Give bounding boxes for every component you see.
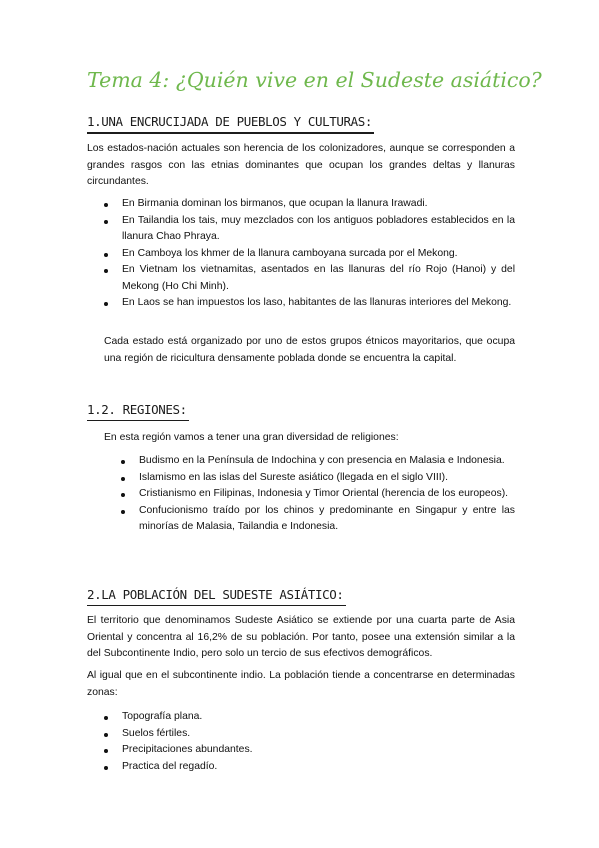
bullet-icon bbox=[104, 302, 108, 306]
section3-paragraph-1: El territorio que denominamos Sudeste Asiático se extiende por una cuarta parte de Asia Oriental y concentra al 16,2% de su población. Por tanto, posee una extensión similar a la del Subcontinente Indio, pero solo un tercio de sus efectivos demográficos. bbox=[87, 615, 515, 659]
list-item: En Laos se han impuestos los laso, habitantes de las llanuras interiores del Mekong. bbox=[104, 295, 515, 312]
list-item: En Vietnam los vietnamitas, asentados en las llanuras del río Rojo (Hanoi) y del Mekong (Ho Chi Minh). bbox=[104, 262, 515, 295]
document-title: Tema 4: ¿Quién vive en el Sudeste asiático? bbox=[87, 68, 542, 92]
religions-list bbox=[121, 453, 515, 536]
list-item: En Tailandia los tais, muy mezclados con los antiguos pobladores establecidos en la llanura Chao Phraya. bbox=[104, 213, 515, 246]
bullet-icon bbox=[121, 460, 125, 464]
list-item: Islamismo en las islas del Sureste asiático (llegada en el siglo VIII). bbox=[121, 470, 515, 487]
bullet-icon bbox=[104, 253, 108, 257]
section1-intro: Los estados-nación actuales son herencia de los colonizadores, aunque se corresponden a grandes rasgos con las etnias dominantes que ocupan los grandes deltas y llanuras circundantes. bbox=[87, 143, 515, 187]
bullet-icon bbox=[121, 493, 125, 497]
list-item: En Birmania dominan los birmanos, que ocupan la llanura Irawadi. bbox=[104, 196, 515, 213]
concentration-factors-list bbox=[104, 709, 515, 775]
list-item: Practica del regadío. bbox=[104, 759, 515, 776]
list-item: Cristianismo en Filipinas, Indonesia y Timor Oriental (herencia de los europeos). bbox=[121, 486, 515, 503]
bullet-icon bbox=[121, 510, 125, 514]
list-item: En Camboya los khmer de la llanura camboyana surcada por el Mekong. bbox=[104, 246, 515, 263]
list-item: Precipitaciones abundantes. bbox=[104, 742, 515, 759]
section-heading-3: 2.LA POBLACIÓN DEL SUDESTE ASIÁTICO: bbox=[87, 584, 346, 606]
section2-intro: En esta región vamos a tener una gran diversidad de religiones: bbox=[104, 432, 399, 443]
bullet-icon bbox=[104, 766, 108, 770]
list-item: Suelos fértiles. bbox=[104, 726, 515, 743]
section3-paragraph-2: Al igual que en el subcontinente indio. La población tiende a concentrarse en determinadas zonas: bbox=[87, 670, 515, 698]
section-heading-2: 1.2. REGIONES: bbox=[87, 399, 189, 421]
section-heading-1: 1.UNA ENCRUCIJADA DE PUEBLOS Y CULTURAS: bbox=[87, 111, 374, 134]
bullet-icon bbox=[104, 220, 108, 224]
bullet-icon bbox=[104, 203, 108, 207]
section1-closing: Cada estado está organizado por uno de estos grupos étnicos mayoritarios, que ocupa una región de ricicultura densamente poblada donde se encuentra la capital. bbox=[104, 336, 515, 364]
bullet-icon bbox=[104, 716, 108, 720]
list-item: Confucionismo traído por los chinos y predominante en Singapur y entre las minorías de Malasia, Tailandia e Indonesia. bbox=[121, 503, 515, 536]
bullet-icon bbox=[104, 749, 108, 753]
bullet-icon bbox=[104, 269, 108, 273]
ethnic-groups-list bbox=[104, 196, 515, 312]
bullet-icon bbox=[121, 477, 125, 481]
list-item: Budismo en la Península de Indochina y con presencia en Malasia e Indonesia. bbox=[121, 453, 515, 470]
bullet-icon bbox=[104, 733, 108, 737]
list-item: Topografía plana. bbox=[104, 709, 515, 726]
